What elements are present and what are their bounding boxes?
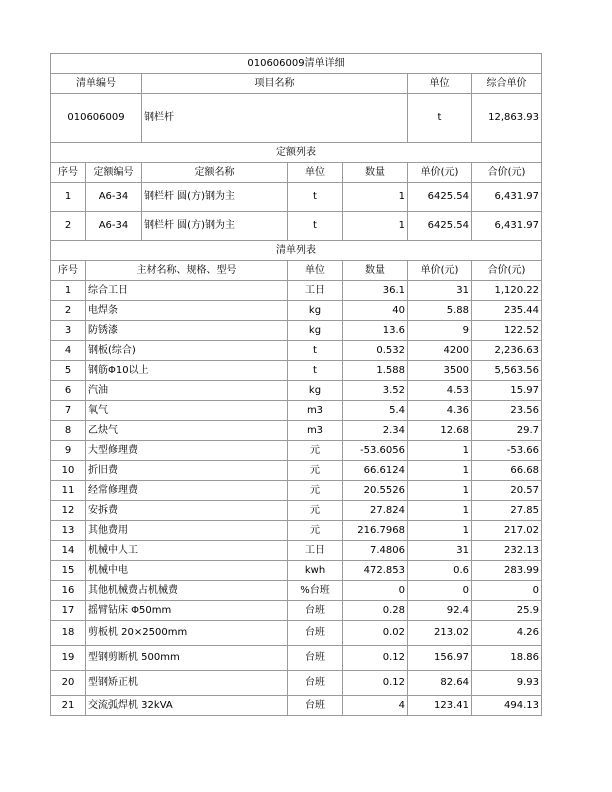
item-total: 18.86 xyxy=(472,646,542,671)
item-name: 电焊条 xyxy=(86,301,288,321)
item-unit: %台班 xyxy=(288,581,343,601)
item-qty: 13.6 xyxy=(343,321,408,341)
item-no: 18 xyxy=(51,621,86,646)
table-row xyxy=(51,561,542,581)
item-name: 防锈漆 xyxy=(86,321,288,341)
quota-qty: 1 xyxy=(343,183,408,212)
item-unit: 工日 xyxy=(288,541,343,561)
item-total: 1,120.22 xyxy=(472,281,542,301)
item-unit: 元 xyxy=(288,481,343,501)
item-price: 156.97 xyxy=(408,646,472,671)
item-no: 10 xyxy=(51,461,86,481)
item-name: 折旧费 xyxy=(86,461,288,481)
item-unit: kg xyxy=(288,321,343,341)
list-price-header: 单价(元) xyxy=(408,261,472,281)
item-no: 8 xyxy=(51,421,86,441)
item-total: 283.99 xyxy=(472,561,542,581)
quota-price-header: 单价(元) xyxy=(408,163,472,183)
item-qty: 0 xyxy=(343,581,408,601)
bill-unit-header: 单位 xyxy=(408,74,472,94)
list-unit-header: 单位 xyxy=(288,261,343,281)
item-name: 汽油 xyxy=(86,381,288,401)
item-qty: 472.853 xyxy=(343,561,408,581)
item-name: 安拆费 xyxy=(86,501,288,521)
table-row xyxy=(51,401,542,421)
item-no: 21 xyxy=(51,696,86,716)
item-name: 型钢矫正机 xyxy=(86,671,288,696)
item-qty: 4 xyxy=(343,696,408,716)
table-row xyxy=(51,481,542,501)
item-name: 钢筋Φ10以上 xyxy=(86,361,288,381)
item-no: 11 xyxy=(51,481,86,501)
quota-row xyxy=(51,212,542,241)
item-total: 66.68 xyxy=(472,461,542,481)
quota-unit: t xyxy=(288,183,343,212)
quota-total: 6,431.97 xyxy=(472,183,542,212)
item-name: 经常修理费 xyxy=(86,481,288,501)
quota-name-header: 定额名称 xyxy=(142,163,288,183)
quota-price: 6425.54 xyxy=(408,183,472,212)
bill-code-header: 清单编号 xyxy=(51,74,142,94)
item-qty: 3.52 xyxy=(343,381,408,401)
list-total-header: 合价(元) xyxy=(472,261,542,281)
item-no: 20 xyxy=(51,671,86,696)
item-price: 82.64 xyxy=(408,671,472,696)
item-qty: 27.824 xyxy=(343,501,408,521)
bill-name-header: 项目名称 xyxy=(142,74,408,94)
item-qty: 40 xyxy=(343,301,408,321)
item-no: 7 xyxy=(51,401,86,421)
item-unit: t xyxy=(288,361,343,381)
table-row xyxy=(51,381,542,401)
item-price: 4.53 xyxy=(408,381,472,401)
quota-total: 6,431.97 xyxy=(472,212,542,241)
item-price: 1 xyxy=(408,441,472,461)
quota-code-header: 定额编号 xyxy=(86,163,142,183)
quota-code: A6-34 xyxy=(86,212,142,241)
item-name: 其他机械费占机械费 xyxy=(86,581,288,601)
item-name: 型钢剪断机 500mm xyxy=(86,646,288,671)
item-qty: 1.588 xyxy=(343,361,408,381)
item-price: 1 xyxy=(408,501,472,521)
item-unit: 台班 xyxy=(288,621,343,646)
item-name: 钢板(综合) xyxy=(86,341,288,361)
item-no: 9 xyxy=(51,441,86,461)
table-row xyxy=(51,301,542,321)
item-unit: 元 xyxy=(288,441,343,461)
bill-price-header: 综合单价 xyxy=(472,74,542,94)
item-price: 31 xyxy=(408,541,472,561)
item-name: 摇臂钻床 Φ50mm xyxy=(86,601,288,621)
table-row xyxy=(51,601,542,621)
quota-unit-header: 单位 xyxy=(288,163,343,183)
item-unit: 工日 xyxy=(288,281,343,301)
bill-unit: t xyxy=(408,94,472,143)
item-total: 9.93 xyxy=(472,671,542,696)
item-total: 23.56 xyxy=(472,401,542,421)
list-section-title: 清单列表 xyxy=(51,241,542,261)
item-total: 217.02 xyxy=(472,521,542,541)
quota-section-title: 定额列表 xyxy=(51,143,542,163)
item-price: 4.36 xyxy=(408,401,472,421)
quota-no-header: 序号 xyxy=(51,163,86,183)
item-price: 213.02 xyxy=(408,621,472,646)
quota-name: 钢栏杆 圆(方)钢为主 xyxy=(142,183,288,212)
item-no: 4 xyxy=(51,341,86,361)
item-total: -53.66 xyxy=(472,441,542,461)
table-row xyxy=(51,281,542,301)
item-total: 2,236.63 xyxy=(472,341,542,361)
item-qty: 0.02 xyxy=(343,621,408,646)
table-row xyxy=(51,421,542,441)
table-row xyxy=(51,341,542,361)
item-qty: 216.7968 xyxy=(343,521,408,541)
table-row xyxy=(51,646,542,671)
item-name: 综合工日 xyxy=(86,281,288,301)
item-qty: -53.6056 xyxy=(343,441,408,461)
item-qty: 0.12 xyxy=(343,671,408,696)
quota-price: 6425.54 xyxy=(408,212,472,241)
item-name: 机械中人工 xyxy=(86,541,288,561)
table-row xyxy=(51,501,542,521)
item-qty: 20.5526 xyxy=(343,481,408,501)
item-qty: 0.28 xyxy=(343,601,408,621)
item-no: 15 xyxy=(51,561,86,581)
item-name: 机械中电 xyxy=(86,561,288,581)
item-unit: m3 xyxy=(288,401,343,421)
quota-no: 2 xyxy=(51,212,86,241)
item-price: 0 xyxy=(408,581,472,601)
item-total: 27.85 xyxy=(472,501,542,521)
item-name: 剪板机 20×2500mm xyxy=(86,621,288,646)
table-row xyxy=(51,321,542,341)
item-total: 4.26 xyxy=(472,621,542,646)
item-unit: 元 xyxy=(288,521,343,541)
quota-qty-header: 数量 xyxy=(343,163,408,183)
item-qty: 2.34 xyxy=(343,421,408,441)
item-qty: 0.532 xyxy=(343,341,408,361)
item-no: 3 xyxy=(51,321,86,341)
item-name: 其他费用 xyxy=(86,521,288,541)
table-row xyxy=(51,541,542,561)
item-total: 235.44 xyxy=(472,301,542,321)
item-total: 0 xyxy=(472,581,542,601)
quota-unit: t xyxy=(288,212,343,241)
item-price: 5.88 xyxy=(408,301,472,321)
item-no: 12 xyxy=(51,501,86,521)
quota-name: 钢栏杆 圆(方)钢为主 xyxy=(142,212,288,241)
item-price: 3500 xyxy=(408,361,472,381)
item-no: 19 xyxy=(51,646,86,671)
item-price: 9 xyxy=(408,321,472,341)
table-row xyxy=(51,441,542,461)
item-price: 0.6 xyxy=(408,561,472,581)
item-qty: 0.12 xyxy=(343,646,408,671)
item-qty: 66.6124 xyxy=(343,461,408,481)
item-total: 15.97 xyxy=(472,381,542,401)
item-name: 乙炔气 xyxy=(86,421,288,441)
item-name: 氧气 xyxy=(86,401,288,421)
item-unit: t xyxy=(288,341,343,361)
item-no: 5 xyxy=(51,361,86,381)
item-total: 232.13 xyxy=(472,541,542,561)
item-unit: 台班 xyxy=(288,601,343,621)
item-total: 20.57 xyxy=(472,481,542,501)
bill-detail-table xyxy=(50,53,542,716)
item-price: 31 xyxy=(408,281,472,301)
item-unit: m3 xyxy=(288,421,343,441)
item-total: 122.52 xyxy=(472,321,542,341)
item-price: 92.4 xyxy=(408,601,472,621)
item-price: 12.68 xyxy=(408,421,472,441)
table-row xyxy=(51,521,542,541)
table-row xyxy=(51,671,542,696)
item-unit: kwh xyxy=(288,561,343,581)
quota-qty: 1 xyxy=(343,212,408,241)
table-row xyxy=(51,361,542,381)
item-total: 29.7 xyxy=(472,421,542,441)
table-row xyxy=(51,621,542,646)
quota-code: A6-34 xyxy=(86,183,142,212)
list-name-header: 主材名称、规格、型号 xyxy=(86,261,288,281)
quota-no: 1 xyxy=(51,183,86,212)
item-price: 4200 xyxy=(408,341,472,361)
item-name: 交流弧焊机 32kVA xyxy=(86,696,288,716)
item-unit: 台班 xyxy=(288,696,343,716)
item-unit: kg xyxy=(288,301,343,321)
item-no: 1 xyxy=(51,281,86,301)
quota-total-header: 合价(元) xyxy=(472,163,542,183)
item-price: 123.41 xyxy=(408,696,472,716)
quota-row xyxy=(51,183,542,212)
list-qty-header: 数量 xyxy=(343,261,408,281)
table-row xyxy=(51,696,542,716)
table-row xyxy=(51,581,542,601)
list-no-header: 序号 xyxy=(51,261,86,281)
item-unit: 元 xyxy=(288,461,343,481)
item-no: 14 xyxy=(51,541,86,561)
table-row xyxy=(51,461,542,481)
item-no: 13 xyxy=(51,521,86,541)
item-unit: kg xyxy=(288,381,343,401)
item-name: 大型修理费 xyxy=(86,441,288,461)
item-price: 1 xyxy=(408,521,472,541)
item-price: 1 xyxy=(408,481,472,501)
item-qty: 36.1 xyxy=(343,281,408,301)
item-price: 1 xyxy=(408,461,472,481)
sheet-title: 010606009清单详细 xyxy=(51,54,542,74)
item-qty: 7.4806 xyxy=(343,541,408,561)
item-no: 2 xyxy=(51,301,86,321)
bill-name: 钢栏杆 xyxy=(142,94,408,143)
item-no: 17 xyxy=(51,601,86,621)
item-unit: 元 xyxy=(288,501,343,521)
item-qty: 5.4 xyxy=(343,401,408,421)
bill-code: 010606009 xyxy=(51,94,142,143)
item-no: 6 xyxy=(51,381,86,401)
bill-price: 12,863.93 xyxy=(472,94,542,143)
item-total: 25.9 xyxy=(472,601,542,621)
item-unit: 台班 xyxy=(288,671,343,696)
item-no: 16 xyxy=(51,581,86,601)
item-total: 5,563.56 xyxy=(472,361,542,381)
item-unit: 台班 xyxy=(288,646,343,671)
item-total: 494.13 xyxy=(472,696,542,716)
